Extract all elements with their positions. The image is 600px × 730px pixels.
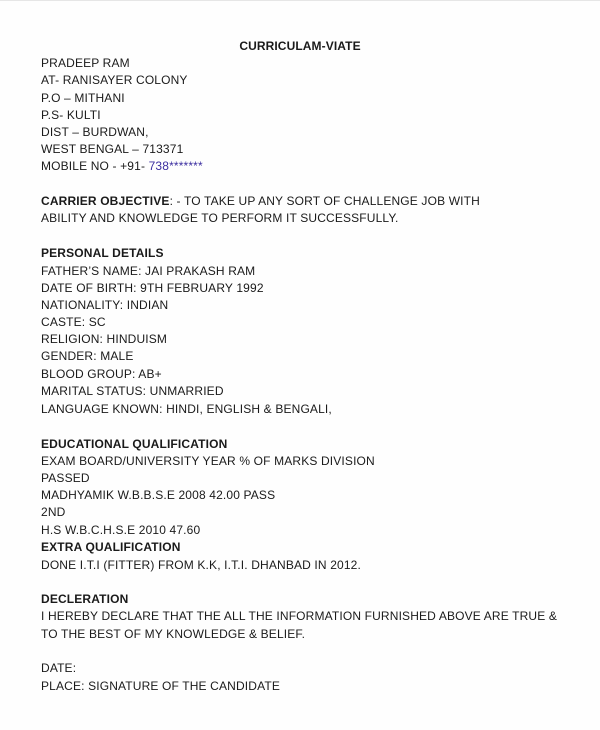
personal-item: NATIONALITY: INDIAN: [41, 298, 169, 312]
education-line: PASSED: [41, 471, 90, 485]
mobile-row: [41, 159, 203, 173]
address-line-5: WEST BENGAL – 713371: [41, 142, 184, 156]
education-line: H.S W.B.C.H.S.E 2010 47.60: [41, 523, 201, 537]
mobile-label: MOBILE NO - +91-: [41, 159, 149, 173]
date-label: DATE:: [41, 661, 77, 675]
declaration-line-1: I HEREBY DECLARE THAT THE ALL THE INFORMATION FURNISHED ABOVE ARE TRUE &: [41, 609, 558, 623]
personal-item: LANGUAGE KNOWN: HINDI, ENGLISH & BENGALI,: [41, 402, 332, 416]
personal-item: CASTE: SC: [41, 315, 106, 329]
objective-heading: CARRIER OBJECTIVE: [41, 194, 170, 208]
address-line-2: P.O – MITHANI: [41, 91, 125, 105]
place-signature-line: PLACE: SIGNATURE OF THE CANDIDATE: [41, 679, 280, 693]
declaration-heading: DECLERATION: [41, 592, 129, 606]
personal-item: GENDER: MALE: [41, 349, 134, 363]
personal-item: BLOOD GROUP: AB+: [41, 367, 162, 381]
extra-qualification-heading: EXTRA QUALIFICATION: [41, 540, 181, 554]
objective-line-2: ABILITY AND KNOWLEDGE TO PERFORM IT SUCCESSFULLY.: [41, 211, 399, 225]
objective-text: : - TO TAKE UP ANY SORT OF CHALLENGE JOB WITH: [169, 194, 480, 208]
extra-qualification-text: DONE I.T.I (FITTER) FROM K.K, I.T.I. DHANBAD IN 2012.: [41, 558, 361, 572]
address-line-4: DIST – BURDWAN,: [41, 125, 149, 139]
personal-item: RELIGION: HINDUISM: [41, 332, 168, 346]
personal-details-heading: PERSONAL DETAILS: [41, 246, 164, 260]
document-title: CURRICULAM-VIATE: [239, 39, 361, 53]
personal-item: FATHER’S NAME: JAI PRAKASH RAM: [41, 264, 256, 278]
declaration-line-2: TO THE BEST OF MY KNOWLEDGE & BELIEF.: [41, 627, 306, 641]
education-heading: EDUCATIONAL QUALIFICATION: [41, 437, 228, 451]
address-line-1: AT- RANISAYER COLONY: [41, 73, 188, 87]
objective-line-1: [41, 194, 480, 208]
address-line-3: P.S- KULTI: [41, 108, 101, 122]
education-line: MADHYAMIK W.B.B.S.E 2008 42.00 PASS: [41, 488, 276, 502]
education-line: 2ND: [41, 505, 66, 519]
personal-item: DATE OF BIRTH: 9TH FEBRUARY 1992: [41, 281, 264, 295]
candidate-name: PRADEEP RAM: [41, 56, 130, 70]
personal-item: MARITAL STATUS: UNMARRIED: [41, 384, 224, 398]
mobile-number: 738*******: [148, 159, 203, 173]
education-line: EXAM BOARD/UNIVERSITY YEAR % OF MARKS DIVISION: [41, 454, 375, 468]
